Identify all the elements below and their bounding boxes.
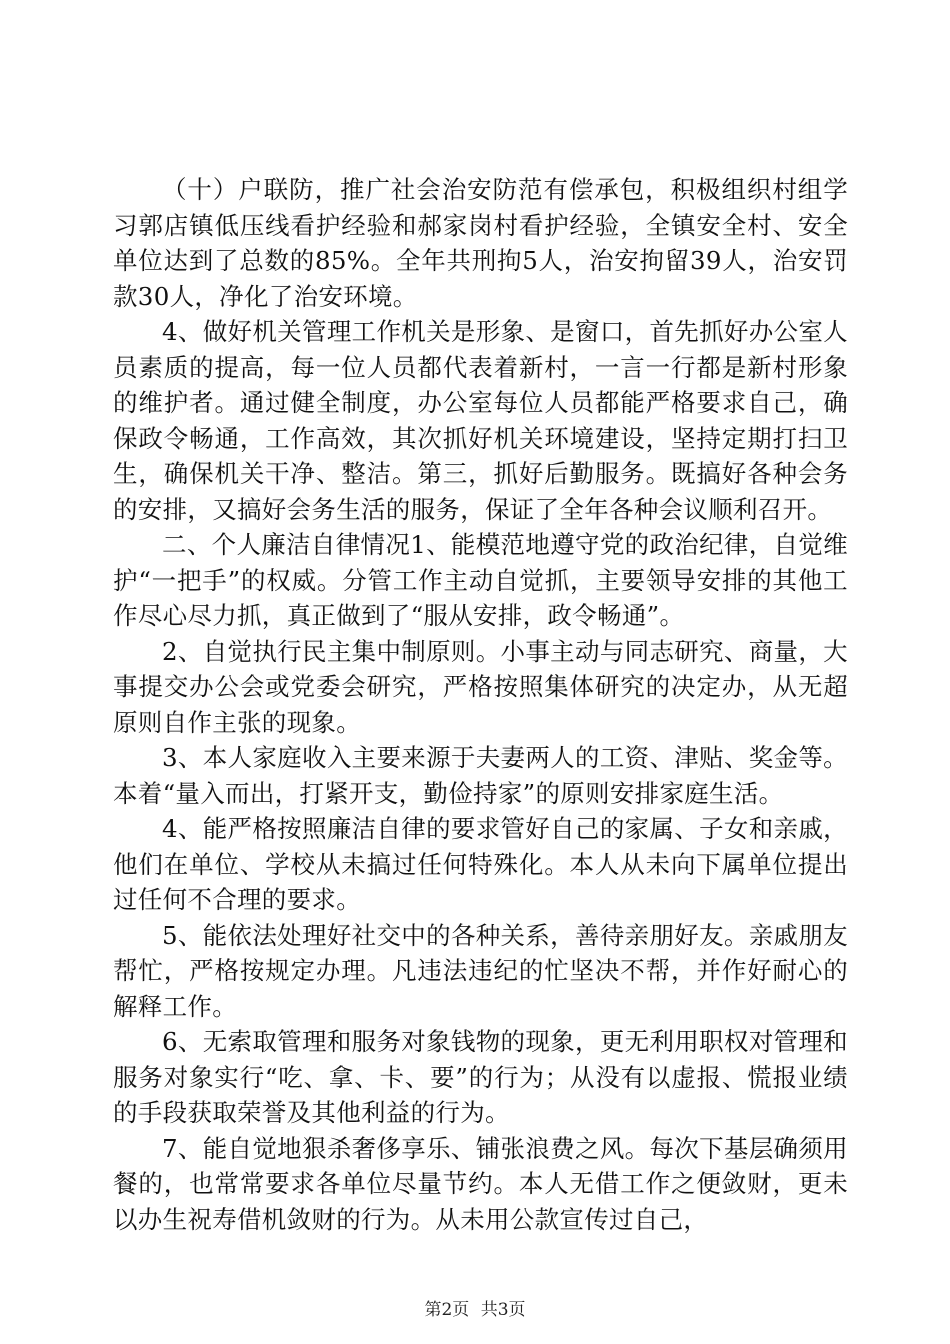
paragraph-democratic-centralism: 2、自觉执行民主集中制原则。小事主动与同志研究、商量，大事提交办公会或党委会研究，严格按照集体研究的决定办，从无超原则自作主张的现象。: [113, 636, 848, 737]
paragraph-security-joint-defense: （十）户联防，推广社会治安防范有偿承包，积极组织村组学习郭店镇低压线看护经验和郝家岗村看护经验，全镇安全村、安全单位达到了总数的85%。全年共刑拘5人，治安拘留39人，治安罚款30人，净化了治安环境。: [113, 175, 848, 311]
document-body: [113, 172, 848, 1237]
paragraph-no-bribery: 6、无索取管理和服务对象钱物的现象，更无利用职权对管理和服务对象实行“吃、拿、卡、要”的行为；从没有以虚报、慌报业绩的手段获取荣誉及其他利益的行为。: [113, 1027, 848, 1127]
paragraph-family-management: 4、能严格按照廉洁自律的要求管好自己的家属、子女和亲戚，他们在单位、学校从未搞过任何特殊化。本人从未向下属单位提出过任何不合理的要求。: [113, 814, 848, 914]
paragraph-frugality: 7、能自觉地狠杀奢侈享乐、铺张浪费之风。每次下基层确须用餐的，也常常要求各单位尽量节约。本人无借工作之便敛财，更未以办生祝寿借机敛财的行为。从未用公款宣传过自己，: [113, 1133, 848, 1234]
page-number: 第2页: [424, 1300, 470, 1320]
page-footer: [0, 1300, 950, 1320]
paragraph-office-management: 4、做好机关管理工作机关是形象、是窗口，首先抓好办公室人员素质的提高，每一位人员都代表着新村，一言一行都是新村形象的维护者。通过健全制度，办公室每位人员都能严格要求自己，确保政令畅通，工作高效，其次抓好机关环境建设，坚持定期打扫卫生，确保机关干净、整洁。第三，抓好后勤服务。既搞好各种会务的安排，又搞好会务生活的服务，保证了全年各种会议顺利召开。: [113, 317, 848, 524]
paragraph-social-relations: 5、能依法处理好社交中的各种关系，善待亲朋好友。亲戚朋友帮忙，严格按规定办理。凡违法违纪的忙坚决不帮，并作好耐心的解释工作。: [113, 920, 848, 1021]
paragraph-family-income: 3、本人家庭收入主要来源于夫妻两人的工资、津贴、奖金等。本着“量入而出，打紧开支，勤俭持家”的原则安排家庭生活。: [113, 743, 848, 808]
paragraph-integrity-section: 二、个人廉洁自律情况1、能模范地遵守党的政治纪律，自觉维护“一把手”的权威。分管工作主动自觉抓，主要领导安排的其他工作尽心尽力抓，真正做到了“服从安排，政令畅通”。: [113, 530, 849, 630]
page-total: 共3页: [480, 1300, 526, 1320]
